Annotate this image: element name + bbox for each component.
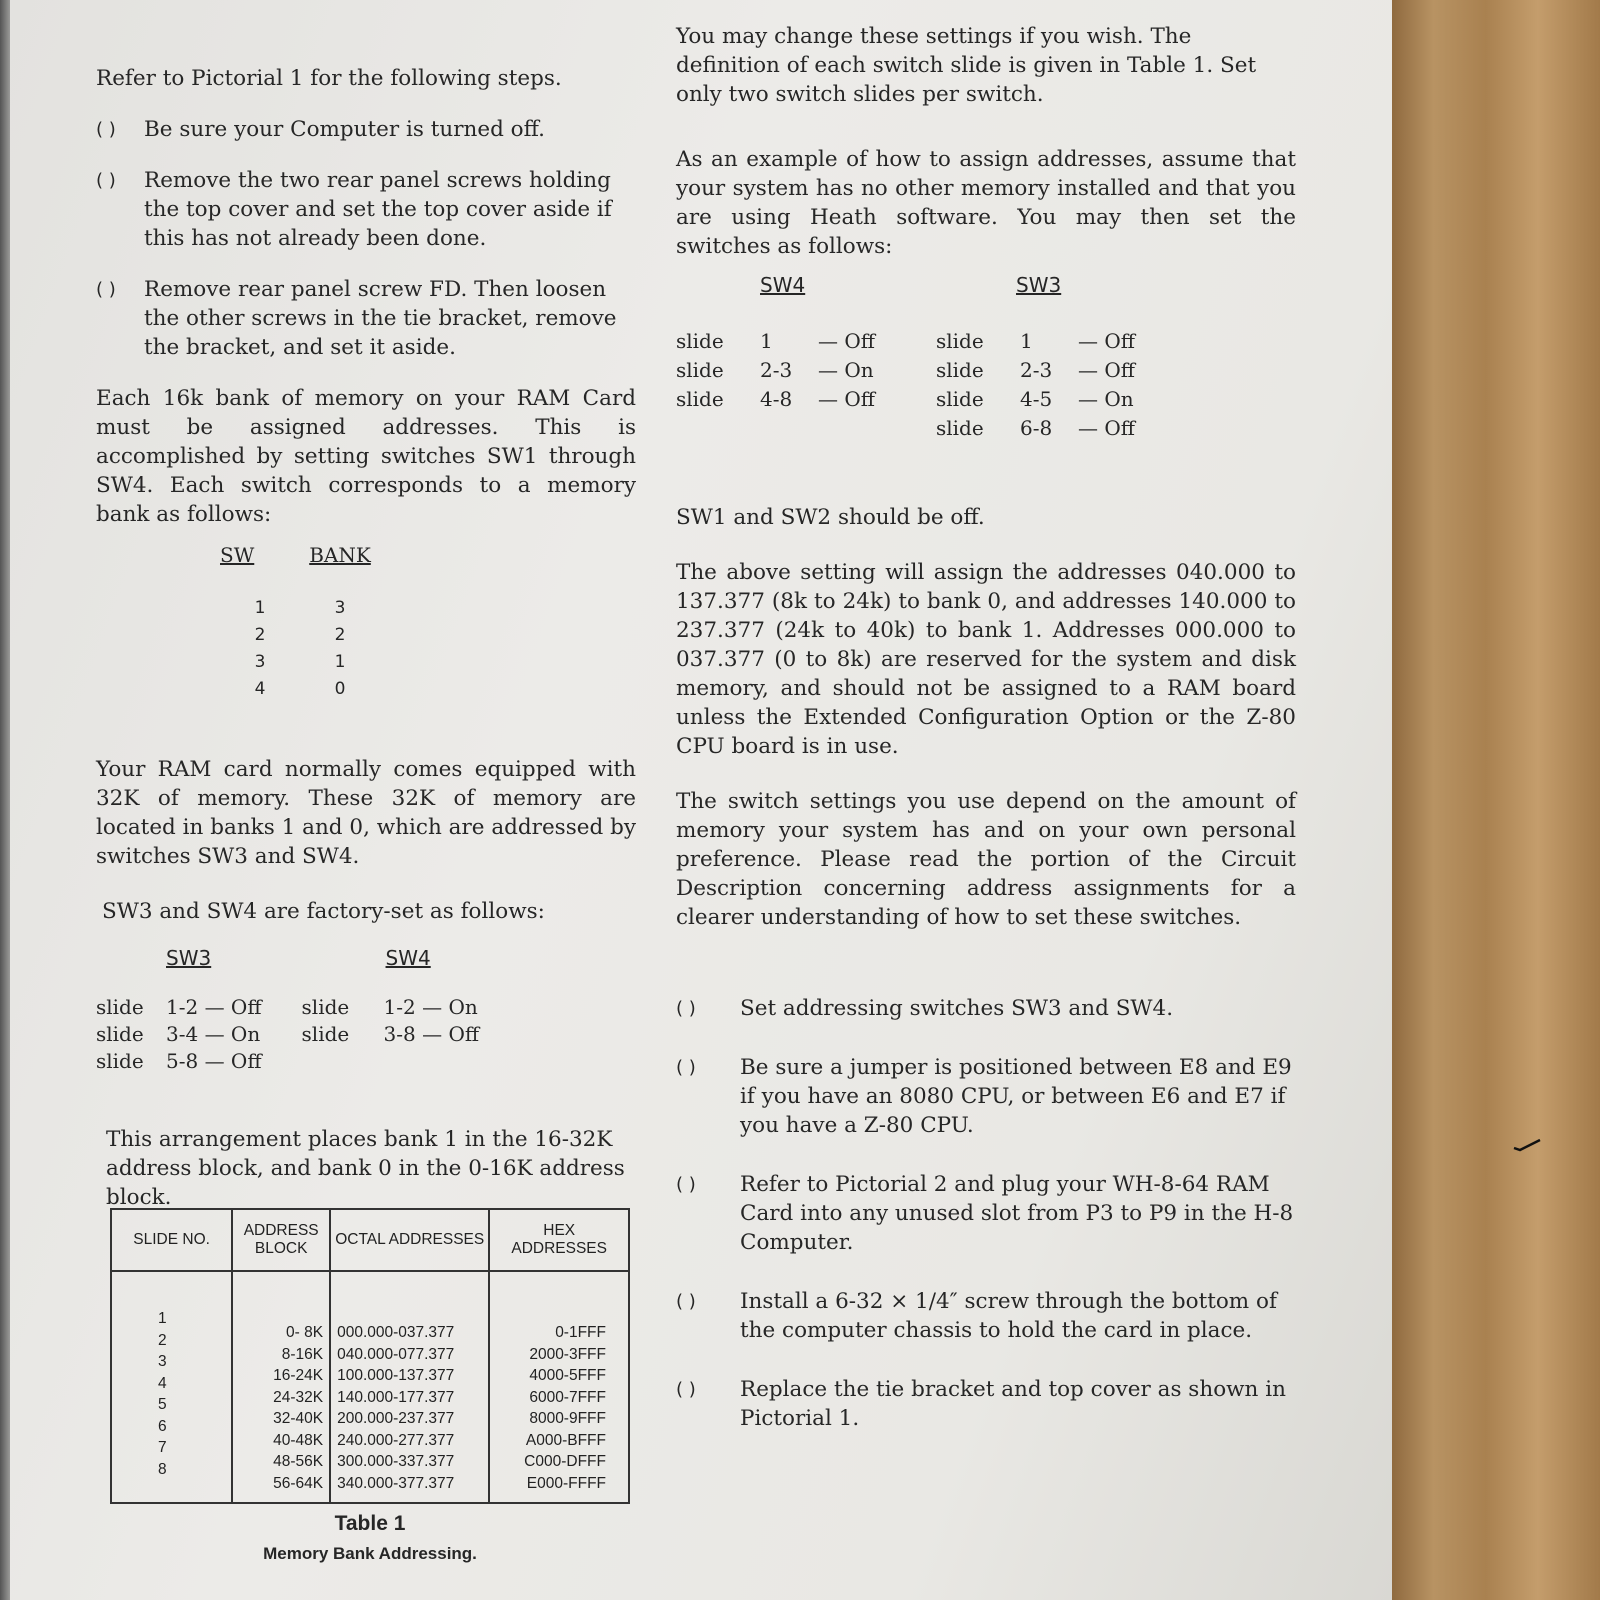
slide-label: slide (96, 1022, 144, 1046)
example-paragraph: As an example of how to assign addresses, assume that your system has no other memory installed and that you are using Heath software. You may then set the switches as follows: (676, 147, 1296, 259)
slide-number: 1 (1020, 329, 1033, 353)
hex-address: 8000-9FFF (529, 1410, 606, 1427)
hex-address: 4000-5FFF (529, 1367, 606, 1384)
sw-cell: 4 (254, 679, 266, 699)
change-paragraph: You may change these settings if you wish. The definition of each switch slide is given in Table 1. Set only two switch slides per switch. (676, 24, 1257, 107)
table-caption-subtitle: Memory Bank Addressing. (263, 1544, 477, 1563)
address-block: 48-56K (273, 1453, 324, 1470)
step-item[interactable] (96, 115, 636, 144)
step-text: Be sure your Computer is turned off. (144, 117, 545, 142)
table-1 (110, 1208, 630, 1564)
table-caption-title: Table 1 (334, 1512, 406, 1535)
slide-label: slide (936, 329, 984, 353)
octal-address: 040.000-077.377 (337, 1345, 455, 1363)
octal-address: 340.000-377.377 (337, 1474, 455, 1492)
bank-cell: 0 (334, 679, 346, 699)
slide-column (111, 1271, 232, 1503)
slide-number: 7 (158, 1439, 167, 1456)
step-text: Replace the tie bracket and top cover as shown in Pictorial 1. (740, 1377, 1286, 1431)
factory-sw4-title: SW4 (385, 946, 431, 970)
step-item[interactable] (676, 1375, 1296, 1433)
slide-label: slide (96, 995, 144, 1019)
checkbox[interactable]: ( ) (676, 1057, 696, 1078)
step-text: Remove rear panel screw FD. Then loosen the other screws in the tie bracket, remove the bracket, and set it aside. (144, 277, 617, 360)
step-item[interactable] (96, 275, 636, 362)
checkbox[interactable]: ( ) (676, 1174, 696, 1195)
table-row (111, 1271, 629, 1503)
checkbox[interactable]: ( ) (676, 1291, 696, 1312)
example-sw4 (676, 273, 936, 443)
sw-header: SW (220, 543, 255, 567)
hex-address: 6000-7FFF (529, 1388, 606, 1406)
octal-address: 100.000-137.377 (337, 1367, 455, 1384)
bank-header: BANK (309, 543, 371, 567)
header-slide-no: SLIDE NO. (111, 1209, 232, 1271)
slide-number: 8 (158, 1460, 167, 1478)
sw-cell: 2 (254, 625, 266, 645)
bank-paragraph: Each 16k bank of memory on your RAM Card must be assigned addresses. This is accomplished by setting switches SW1 through SW4. Each switch corresponds to a memory bank as follows: (96, 386, 636, 527)
example-sw3-title: SW3 (1016, 273, 1062, 297)
octal-address: 240.000-277.377 (337, 1431, 455, 1449)
memory-bank-table (110, 1208, 630, 1504)
address-block: 56-64K (273, 1474, 324, 1492)
slide-number: 2-3 (760, 358, 793, 382)
factory-sw4 (302, 946, 480, 1075)
header-hex: HEX ADDRESSES (489, 1209, 629, 1271)
factory-sw3-title: SW3 (166, 946, 212, 970)
step-item[interactable] (676, 1170, 1296, 1257)
slide-label: slide (96, 1049, 144, 1073)
bank-cell: 2 (334, 625, 346, 645)
slide-number: 2 (158, 1331, 167, 1349)
slide-setting: 1-2 — Off (166, 995, 262, 1019)
manual-page (10, 0, 1392, 1600)
sw-cell: 3 (254, 652, 266, 672)
wooden-surface (1392, 0, 1600, 1600)
slide-state: — Off (818, 387, 875, 411)
checkbox[interactable]: ( ) (96, 279, 116, 300)
slide-setting: 3-4 — On (166, 1022, 261, 1046)
slide-setting: 5-8 — Off (166, 1049, 262, 1073)
block-column (232, 1271, 330, 1503)
header-octal: OCTAL ADDRESSES (330, 1209, 489, 1271)
slide-number: 1 (760, 329, 773, 353)
slide-label: slide (936, 387, 984, 411)
address-block: 24-32K (273, 1388, 324, 1406)
example-sw4-title: SW4 (760, 273, 806, 297)
checkbox[interactable]: ( ) (96, 170, 116, 191)
octal-address: 000.000-037.377 (337, 1324, 455, 1341)
step-item[interactable] (676, 1287, 1296, 1345)
table-header-row (111, 1209, 629, 1271)
slide-number: 4 (158, 1374, 167, 1392)
switch-settings-paragraph: The switch settings you use depend on the amount of memory your system has and on your own personal preference. Please read the portion of the Circuit Description concerning address assignments for a clearer understanding of how to set these switches. (676, 789, 1296, 930)
factory-settings (96, 946, 636, 1075)
step-item[interactable] (676, 1053, 1296, 1140)
slide-setting: 1-2 — On (383, 995, 478, 1019)
bank-cell: 3 (334, 598, 346, 618)
header-address-block: ADDRESS BLOCK (232, 1209, 330, 1271)
hex-address: E000-FFFF (526, 1474, 606, 1492)
address-block: 0- 8K (286, 1324, 324, 1341)
factory-intro: SW3 and SW4 are factory-set as follows: (102, 899, 545, 924)
hex-column (489, 1271, 629, 1503)
address-block: 8-16K (281, 1345, 324, 1363)
hex-address: 0-1FFF (555, 1324, 606, 1341)
step-text: Remove the two rear panel screws holding the top cover and set the top cover aside if this has not already been done. (144, 168, 612, 251)
slide-number: 3 (158, 1353, 167, 1370)
above-setting-paragraph: The above setting will assign the addresses 040.000 to 137.377 (8k to 24k) to bank 0, and addresses 140.000 to 237.377 (24k to 40k) to bank 1. Addresses 000.000 to 037.377 (0 to 8k) are reserved for the system and disk memory, and should not be assigned to a RAM board unless the Extended Configuration Option or the Z-80 CPU board is in use. (676, 560, 1296, 759)
hex-address: 2000-3FFF (529, 1345, 606, 1363)
slide-label: slide (676, 387, 724, 411)
slide-number: 4-8 (760, 387, 793, 411)
octal-address: 200.000-237.377 (337, 1410, 455, 1427)
address-block: 40-48K (273, 1431, 324, 1449)
sw-bank-table (220, 543, 636, 703)
slide-label: slide (676, 358, 724, 382)
intro-text: Refer to Pictorial 1 for the following steps. (96, 66, 562, 91)
hex-address: A000-BFFF (525, 1431, 606, 1449)
slide-label: slide (936, 358, 984, 382)
address-block: 16-24K (273, 1367, 324, 1384)
binding-edge (0, 0, 10, 1600)
address-block: 32-40K (273, 1410, 324, 1427)
right-column (676, 22, 1296, 1433)
slide-label: slide (676, 329, 724, 353)
slide-state: — On (1078, 387, 1134, 411)
factory-sw3 (96, 946, 262, 1075)
slide-state: — Off (1078, 416, 1135, 440)
example-settings (676, 273, 1296, 443)
slide-number: 6 (158, 1417, 167, 1435)
checkbox[interactable]: ( ) (676, 1379, 696, 1400)
slide-setting: 3-8 — Off (383, 1022, 480, 1046)
slide-state: — Off (1078, 329, 1135, 353)
slide-label: slide (936, 416, 984, 440)
example-sw3 (936, 273, 1196, 443)
sw-cell: 1 (254, 598, 266, 618)
ram-paragraph: Your RAM card normally comes equipped with 32K of memory. These 32K of memory are located in banks 1 and 0, which are addressed by switches SW3 and SW4. (96, 757, 636, 869)
step-text: Install a 6-32 × 1/4″ screw through the bottom of the computer chassis to hold the card in place. (740, 1289, 1277, 1343)
slide-state: — On (818, 358, 874, 382)
arrangement-paragraph: This arrangement places bank 1 in the 16-32K address block, and bank 0 in the 0-16K address block. (106, 1127, 625, 1210)
step-text: Be sure a jumper is positioned between E8 and E9 if you have an 8080 CPU, or between E6 and E7 if you have a Z-80 CPU. (740, 1055, 1292, 1138)
slide-number: 2-3 (1020, 358, 1053, 382)
pen-check-mark (1512, 1138, 1542, 1152)
checkbox[interactable]: ( ) (96, 119, 116, 140)
slide-number: 6-8 (1020, 416, 1053, 440)
slide-label: slide (301, 1022, 350, 1046)
slide-number: 5 (158, 1396, 167, 1413)
slide-number: 4-5 (1020, 387, 1053, 411)
hex-address: C000-DFFF (524, 1453, 606, 1470)
slide-state: — Off (818, 329, 875, 353)
slide-label: slide (301, 995, 350, 1019)
octal-address: 140.000-177.377 (337, 1388, 455, 1406)
octal-address: 300.000-337.377 (337, 1453, 455, 1470)
step-text: Set addressing switches SW3 and SW4. (740, 996, 1174, 1021)
bank-cell: 1 (334, 652, 346, 672)
checkbox[interactable]: ( ) (676, 998, 696, 1019)
slide-state: — Off (1078, 358, 1135, 382)
step-text: Refer to Pictorial 2 and plug your WH-8-64 RAM Card into any unused slot from P3 to P9 in the H-8 Computer. (740, 1172, 1294, 1255)
step-item[interactable] (676, 994, 1296, 1023)
left-column (96, 48, 636, 1212)
slide-number: 1 (158, 1310, 167, 1327)
octal-column (330, 1271, 489, 1503)
step-item[interactable] (96, 166, 636, 253)
sw1-sw2-note: SW1 and SW2 should be off. (676, 505, 985, 530)
